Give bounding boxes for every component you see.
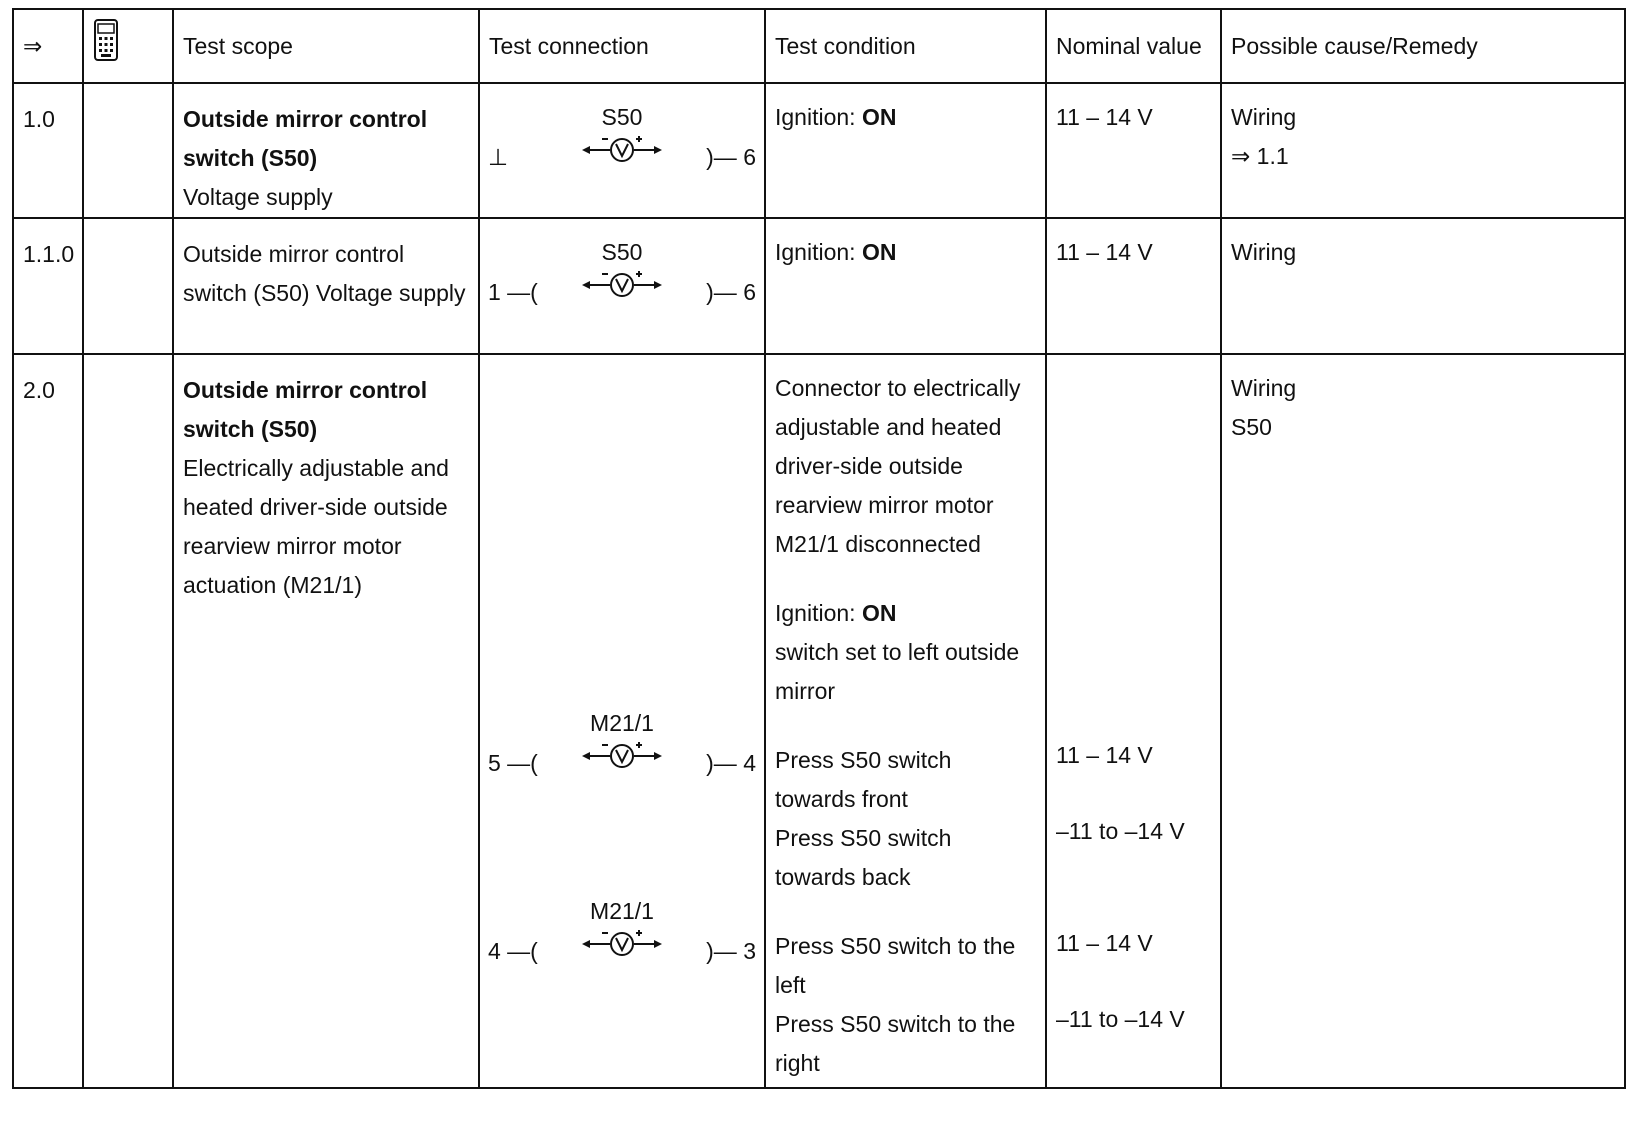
- cause-cell: [1221, 83, 1625, 218]
- condition-label: Ignition:: [775, 104, 856, 130]
- step-number: 2.0: [13, 354, 83, 1088]
- condition-switch: switch set to left outside mirror: [775, 639, 1020, 704]
- pin-right: )— 4: [706, 750, 756, 776]
- nominal-value: –11 to –14 V: [1056, 818, 1185, 844]
- condition-step: Press S50 switch towards back: [775, 825, 952, 890]
- scope-title: Outside mirror control switch (S50): [183, 106, 428, 171]
- condition-step: Press S50 switch towards front: [775, 747, 952, 812]
- condition-step: Press S50 switch to the right: [775, 1011, 1016, 1076]
- condition-cell: [765, 83, 1046, 218]
- voltmeter-icon: [580, 134, 664, 166]
- cause-line: S50: [1231, 414, 1272, 440]
- pin-right: )— 6: [706, 144, 756, 170]
- component-label: S50: [601, 239, 643, 265]
- scope-text: Electrically adjustable and heated driver-side outside rearview mirror motor actuation (M21/1): [183, 455, 449, 598]
- scope-text: Voltage supply: [183, 184, 333, 210]
- pin-left: 1 —(: [488, 279, 538, 305]
- cause-line: Wiring: [1231, 375, 1297, 401]
- cause-cell: [1221, 354, 1625, 1088]
- test-table: [12, 8, 1626, 1089]
- scope-title: Outside mirror control switch (S50): [183, 377, 428, 442]
- header-condition: Test condition: [765, 9, 1046, 83]
- cause-link[interactable]: ⇒ 1.1: [1231, 143, 1289, 169]
- header-nominal: Nominal value: [1046, 9, 1221, 83]
- scope-cell: [173, 354, 479, 1088]
- condition-step: Press S50 switch to the left: [775, 933, 1016, 998]
- scope-cell: Outside mirror control switch (S50) Voltage supply: [173, 218, 479, 354]
- pin-right: )— 6: [706, 279, 756, 305]
- table-row: [13, 218, 1625, 354]
- pin-left: 4 —(: [488, 938, 538, 964]
- condition-label: Ignition:: [775, 600, 856, 626]
- header-scope: Test scope: [173, 9, 479, 83]
- cause-line: Wiring: [1231, 104, 1297, 130]
- tester-icon: [93, 19, 119, 61]
- header-arrow: ⇒: [13, 9, 83, 83]
- cause-cell: [1221, 218, 1625, 354]
- pin-left: 5 —(: [488, 750, 538, 776]
- table-row: [13, 83, 1625, 218]
- ground-symbol: ⊥: [488, 144, 509, 170]
- condition-value: ON: [861, 104, 897, 130]
- nominal-value: 11 – 14 V: [1056, 930, 1153, 956]
- table-row: [13, 354, 1625, 1088]
- component-label: M21/1: [590, 710, 654, 736]
- header-tester: [83, 9, 173, 83]
- measurement: [480, 237, 764, 317]
- connection-cell: [479, 83, 765, 218]
- condition-cell: [765, 218, 1046, 354]
- scope-cell: [173, 83, 479, 218]
- voltmeter-icon: [580, 269, 664, 301]
- connection-cell: [479, 218, 765, 354]
- condition-value: ON: [861, 239, 897, 265]
- tester-cell: [83, 218, 173, 354]
- condition-label: Ignition:: [775, 239, 856, 265]
- tester-cell: [83, 354, 173, 1088]
- connection-cell: [479, 354, 765, 1088]
- nominal-cell: 11 – 14 V: [1046, 83, 1221, 218]
- component-label: S50: [601, 104, 643, 130]
- nominal-cell: [1046, 354, 1221, 1088]
- tester-cell: [83, 83, 173, 218]
- component-label: M21/1: [590, 898, 654, 924]
- voltmeter-icon: [580, 928, 664, 960]
- condition-intro: Connector to electrically adjustable and heated driver-side outside rearview mirror motor M21/1 disconnected: [775, 375, 1021, 557]
- header-connection: Test connection: [479, 9, 765, 83]
- condition-value: ON: [861, 600, 897, 626]
- nominal-cell: 11 – 14 V: [1046, 218, 1221, 354]
- step-number: 1.0: [13, 83, 83, 218]
- measurement: [480, 102, 764, 182]
- condition-cell: [765, 354, 1046, 1088]
- header-row: [13, 9, 1625, 83]
- nominal-value: 11 – 14 V: [1056, 742, 1153, 768]
- measurement: [480, 708, 764, 788]
- pin-right: )— 3: [706, 938, 756, 964]
- step-number: 1.1.0: [13, 218, 83, 354]
- condition-ignition: [775, 594, 1036, 633]
- measurement: [480, 896, 764, 976]
- nominal-value: –11 to –14 V: [1056, 1006, 1185, 1032]
- cause-line: Wiring: [1231, 239, 1297, 265]
- header-cause: Possible cause/Remedy: [1221, 9, 1625, 83]
- voltmeter-icon: [580, 740, 664, 772]
